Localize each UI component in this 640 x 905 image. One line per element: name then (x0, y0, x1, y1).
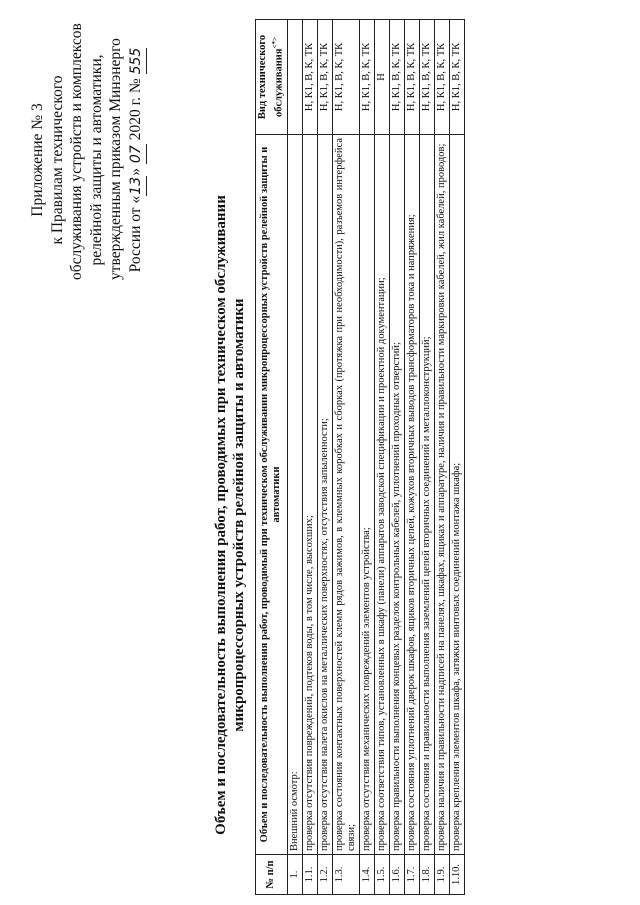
table-header-row (256, 20, 288, 895)
row-work-description: Внешний осмотр: (287, 135, 302, 855)
row-maintenance-type: Н, К1, В, К, ТК (317, 20, 332, 135)
row-number: 1. (287, 855, 302, 895)
row-work-description: проверка отсутствия повреждений, подтеков воды, в том числе, высохших; (302, 135, 317, 855)
appendix-header (28, 23, 147, 280)
row-work-description: проверка состояния контактных поверхностей клемм рядов зажимов, в клеммных коробках и сборках (протяжка при необходимости), разъемов интерфейса связи; (332, 135, 359, 855)
row-number: 1.8. (419, 855, 434, 895)
date-mid: » (126, 164, 144, 176)
handwritten-order-number: 555 (127, 48, 148, 75)
table-row (287, 20, 302, 895)
table-row (419, 20, 434, 895)
document-title (212, 165, 248, 865)
row-number: 1.2. (317, 855, 332, 895)
title-line: микропроцессорных устройств релейной защиты и автоматики (231, 298, 247, 732)
row-work-description: проверка крепления элементов шкафа, затяжки винтовых соединений монтажа шкафа; (449, 135, 464, 855)
appendix-line: к Правилам технического (48, 75, 66, 245)
appendix-line: релейной защиты и автоматики, (87, 54, 105, 266)
row-number: 1.3. (332, 855, 359, 895)
row-maintenance-type: Н, К1, В, К, ТК (332, 20, 359, 135)
row-work-description: проверка состояния и правильности выполнения заземлений цепей вторичных соединений и металлоконструкций; (419, 135, 434, 855)
appendix-line: Приложение № 3 (29, 103, 46, 217)
row-work-description: проверка правильности выполнения концевых разделок контрольных кабелей, уплотнений проходных отверстий; (389, 135, 404, 855)
table-row (449, 20, 464, 895)
row-work-description: проверка соответствия типов, установленных в шкафу (панели) аппаратов заводской спецификации и проектной документации; (374, 135, 389, 855)
table-row (404, 20, 419, 895)
row-number: 1.4. (359, 855, 374, 895)
table-row (389, 20, 404, 895)
row-number: 1.6. (389, 855, 404, 895)
appendix-line: утвержденным приказом Минэнерго (107, 38, 124, 280)
row-work-description: проверка состояния уплотнений дверок шкафов, ящиков вторичных цепей, кожухов вторичных выводов трансформаторов тока и напряжения; (404, 135, 419, 855)
row-work-description: проверка отсутствия механических повреждений элементов устройства; (359, 135, 374, 855)
appendix-line: обслуживания устройств и комплексов (68, 23, 85, 280)
row-maintenance-type: Н, К1, В, К, ТК (434, 20, 449, 135)
header-type-label: Вид технического обслуживания (257, 34, 285, 120)
row-work-description: проверка наличия и правильности надписей на панелях, шкафах, ящиках и аппаратуре, наличия и правильности маркировки кабелей, жил кабелей, проводов; (434, 135, 449, 855)
header-num: № п/п (256, 855, 288, 895)
header-work: Объем и последовательность выполнения работ, проводимый при техническом обслуживании микропроцессорных устройств релейной защиты и автоматики (256, 135, 288, 855)
table-row (302, 20, 317, 895)
row-maintenance-type: Н (374, 20, 389, 135)
handwritten-day: 13 (127, 176, 148, 196)
row-maintenance-type: Н, К1, В, К, ТК (389, 20, 404, 135)
works-table (255, 19, 465, 895)
row-maintenance-type: Н, К1, В, К, ТК (404, 20, 419, 135)
handwritten-month: 07 (127, 144, 148, 164)
date-year: 2020 г. № (126, 74, 144, 145)
row-number: 1.9. (434, 855, 449, 895)
title-line: Объем и последовательность выполнения работ, проводимых при техническом обслуживании (213, 195, 229, 835)
row-maintenance-type: Н, К1, В, К, ТК (302, 20, 317, 135)
row-work-description: проверка отсутствия налета окислов на металлических поверхностях, отсутствия запыленности; (317, 135, 332, 855)
header-type (256, 20, 288, 135)
row-number: 1.7. (404, 855, 419, 895)
row-number: 1.5. (374, 855, 389, 895)
row-maintenance-type: Н, К1, В, К, ТК (449, 20, 464, 135)
date-prefix: России от « (126, 195, 144, 273)
row-number: 1.10. (449, 855, 464, 895)
table-row (317, 20, 332, 895)
row-maintenance-type: Н, К1, В, К, ТК (419, 20, 434, 135)
appendix-date-line (126, 40, 148, 280)
row-maintenance-type (287, 20, 302, 135)
table-row (359, 20, 374, 895)
header-type-footnote: <*> (271, 37, 279, 49)
table-row (332, 20, 359, 895)
row-maintenance-type: Н, К1, В, К, ТК (359, 20, 374, 135)
row-number: 1.1. (302, 855, 317, 895)
table-body (287, 20, 464, 895)
table-row (434, 20, 449, 895)
table-row (374, 20, 389, 895)
